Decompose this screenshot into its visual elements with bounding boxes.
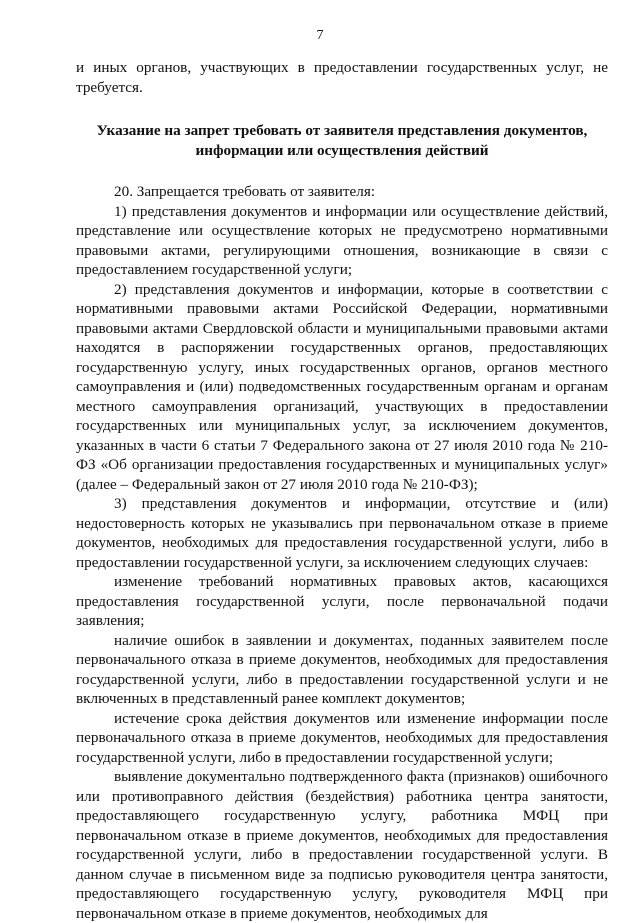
page-number: 7 <box>316 28 324 43</box>
paragraph-case-requirements-change: изменение требований нормативных правовых актов, касающихся предоставления государственной услуги, после первоначальной подачи заявления; <box>76 573 608 629</box>
paragraph-case-expiry: истечение срока действия документов или изменение информации после первоначального отказа в приеме документов, необходимых для предоставления государственной услуги, либо в предоставлении государственной услуги; <box>76 709 608 766</box>
intro-paragraph: и иных органов, участвующих в предоставлении государственных услуг, не требуется. <box>76 59 608 96</box>
paragraph-case-wrongful-action: выявление документально подтвержденного факта (признаков) ошибочного или противоправного действия (бездействия) работника центра занятости, предоставляющего государственную услугу, работника МФЦ при первоначальном отказе в приеме документов, необходимых для предоставления государственной услуги, либо в предоставлении государственной услуги. В данном случае в письменном виде за подписью руководителя центра занятости, предоставляющего государственную услугу, руководителя МФЦ при первоначальном отказе в приеме документов, необходимых для <box>76 768 608 922</box>
paragraph-subitem-2: 2) представления документов и информации, которые в соответствии с нормативными правовыми актами Российской Федерации, нормативными правовыми актами Свердловской области и муниципальными правовыми актами находятся в распоряжении государственных органов, предоставляющих государственную услугу, иных государственных органов, органов местного самоуправления и (или) подведомственных государственным органам и органам местного самоуправления организаций, участвующих в предоставлении государственных или муниципальных услуг, за исключением документов, указанных в части 6 статьи 7 Федерального закона от 27 июля 2010 года № 210-ФЗ «Об организации предоставления государственных и муниципальных услуг» (далее – Федеральный закон от 27 июля 2010 года № 210-ФЗ); <box>76 280 608 493</box>
section-heading: Указание на запрет требовать от заявителя представления документов, информации или осуществления действий <box>96 122 588 159</box>
paragraph-case-errors: наличие ошибок в заявлении и документах, поданных заявителем после первоначального отказа в приеме документов, необходимых для предоставления государственной услуги, либо в предоставлении государственной услуги и не включенных в представленный ранее комплект документов; <box>76 631 608 707</box>
paragraph-subitem-1: 1) представления документов и информации или осуществление действий, представление или осуществление которых не предусмотрено нормативными правовыми актами, регулирующими отношения, возникающие в связи с предоставлением государственной услуги; <box>76 202 608 278</box>
paragraph-item-20: 20. Запрещается требовать от заявителя: <box>114 183 376 200</box>
paragraph-subitem-3: 3) представления документов и информации, отсутствие и (или) недостоверность которых не указывались при первоначальном отказе в приеме документов, необходимых для предоставления государственной услуги, либо в предоставлении государственной услуги, за исключением следующих случаев: <box>76 495 608 571</box>
document-body <box>76 58 608 923</box>
